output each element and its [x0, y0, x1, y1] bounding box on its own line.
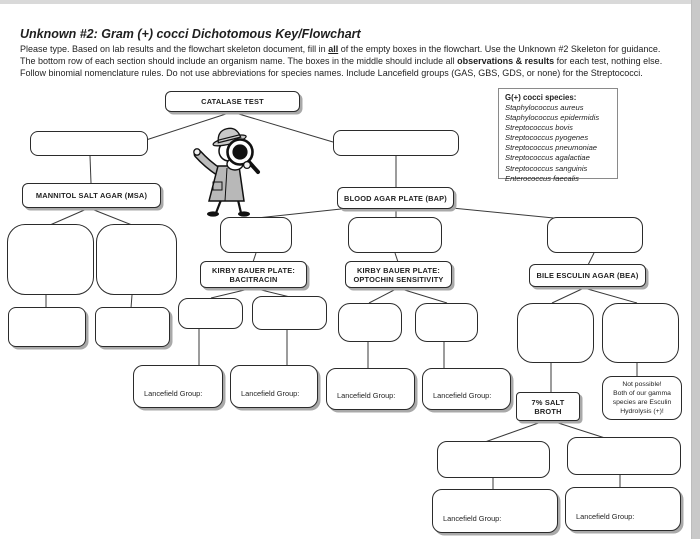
species-legend-title: G(+) cocci species:: [505, 93, 577, 102]
box-salt-broth: 7% SALT BROTH: [516, 392, 580, 421]
empty-box-bap-middle-result[interactable]: [348, 217, 442, 253]
empty-box-bea-left-result[interactable]: [517, 303, 594, 363]
empty-box-bacitracin-right-result[interactable]: [252, 296, 327, 330]
empty-box-msa-right-result[interactable]: [96, 224, 177, 295]
empty-box-optochin-left-result[interactable]: [338, 303, 402, 342]
box-mannitol-salt-agar: MANNITOL SALT AGAR (MSA): [22, 183, 161, 208]
instruction-line-2: The bottom row of each section should include an organism name. The boxes in the middle should include all observations & results for each test, nothing else.: [20, 56, 663, 67]
box-kirby-bauer-bacitracin: KIRBY BAUER PLATE: BACITRACIN: [200, 261, 307, 288]
instruction-line-3: Follow binomial nomenclature rules. Do not use abbreviations for species names. Include Lancefield groups (GAS, GBS, GDS, or none) for the Streptococci.: [20, 68, 643, 79]
empty-box-bap-right-result[interactable]: [547, 217, 643, 253]
instruction-line-1: Please type. Based on lab results and the flowchart skeleton document, fill in all of the empty boxes in the flowchart. Use the Unknown #2 Skeleton for guidance.: [20, 44, 661, 54]
detective-illustration: [183, 124, 279, 218]
box-lancefield-bacitracin-right[interactable]: Lancefield Group:: [230, 365, 318, 408]
species-item: Enterococcus faecalis: [505, 173, 579, 183]
species-item: Staphylococcus aureus: [505, 103, 584, 112]
species-item: Streptococcus pneumoniae: [505, 143, 598, 153]
box-lancefield-bacitracin-left[interactable]: Lancefield Group:: [133, 365, 223, 408]
empty-box-catalase-right-result[interactable]: [333, 130, 459, 156]
box-lancefield-salt-left[interactable]: Lancefield Group:: [432, 489, 558, 533]
box-bile-esculin-agar: BILE ESCULIN AGAR (BEA): [529, 264, 646, 287]
species-item: Streptococcus pyogenes: [505, 133, 589, 143]
empty-box-bacitracin-left-result[interactable]: [178, 298, 243, 329]
detective-cartoon: [183, 124, 279, 218]
species-item: Streptococcus agalactiae: [505, 153, 590, 163]
box-kirby-bauer-optochin: KIRBY BAUER PLATE: OPTOCHIN SENSITIVITY: [345, 261, 452, 288]
box-catalase-test: CATALASE TEST: [165, 91, 300, 112]
empty-box-msa-left-result[interactable]: [7, 224, 94, 295]
empty-box-optochin-right-result[interactable]: [415, 303, 478, 342]
empty-box-catalase-left-result[interactable]: [30, 131, 148, 156]
empty-box-bap-left-result[interactable]: [220, 217, 292, 253]
box-not-possible-note: Not possible! Both of our gamma species are Esculin Hydrolysis (+)!: [602, 376, 682, 420]
box-lancefield-salt-right[interactable]: Lancefield Group:: [565, 487, 681, 531]
empty-box-salt-broth-right-result[interactable]: [567, 437, 681, 475]
species-item: Staphylococcus epidermidis: [505, 113, 600, 123]
species-item: Streptococcus sanguinis: [505, 163, 588, 173]
empty-box-salt-broth-left-result[interactable]: [437, 441, 550, 478]
page-title: Unknown #2: Gram (+) cocci Dichotomous Key/Flowchart: [20, 27, 361, 41]
species-item: Streptococcus bovis: [505, 123, 573, 133]
empty-box-bea-right-result[interactable]: [602, 303, 679, 363]
box-blood-agar-plate: BLOOD AGAR PLATE (BAP): [337, 187, 454, 209]
empty-box-msa-right-organism[interactable]: [95, 307, 170, 347]
empty-box-msa-left-organism[interactable]: [8, 307, 86, 347]
box-lancefield-optochin-right[interactable]: Lancefield Group:: [422, 368, 511, 410]
box-lancefield-optochin-left[interactable]: Lancefield Group:: [326, 368, 415, 410]
